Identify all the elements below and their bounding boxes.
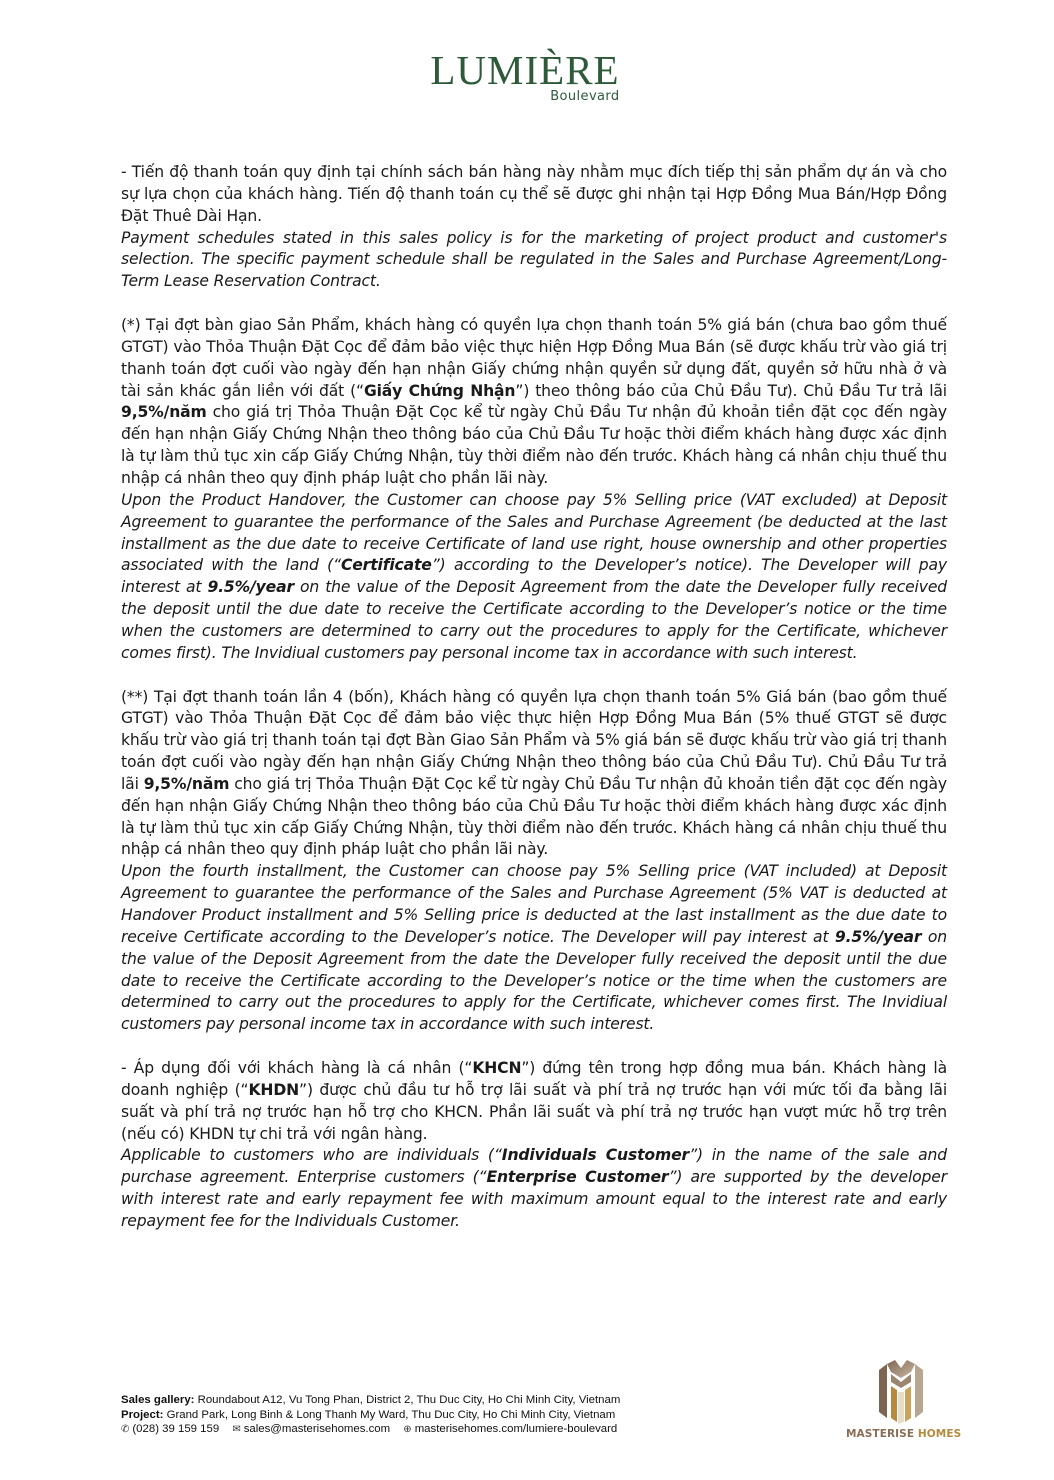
brand-name-part1: MASTERISE xyxy=(846,1428,915,1440)
customer-type-note-en xyxy=(121,1145,947,1232)
website-url: masterisehomes.com/lumiere-boulevard xyxy=(414,1423,618,1435)
text-segment: ”) are supported by the developer with interest rate and early repayment fee with maximum amount equal to the interest rate and early repayment fee for the Individuals Customer. xyxy=(121,1168,947,1230)
masterise-emblem-icon xyxy=(877,1360,925,1424)
masterise-homes-logo xyxy=(846,1360,962,1440)
phone-number: (028) 39 159 159 xyxy=(132,1423,220,1435)
project-label: Project: xyxy=(121,1408,164,1421)
fourth-installment-note-vn xyxy=(121,687,947,862)
payment-schedule-note-en: Payment schedules stated in this sales policy is for the marketing of project product and customer's selection. The specific payment schedule shall be regulated in the Sales and Purchase Agreement/Long-Term Lease Reservation Contract. xyxy=(121,228,947,291)
contact-line xyxy=(121,1422,627,1438)
text-segment: ”) according to the Developer’s notice). The Developer will pay interest at xyxy=(121,556,947,597)
phone-icon: ✆ xyxy=(121,1424,130,1435)
mail-icon: ✉ xyxy=(232,1424,241,1435)
text-segment: Applicable to customers who are individuals (“ xyxy=(121,1146,502,1165)
brand-name xyxy=(846,1428,962,1440)
payment-schedule-note-vn: - Tiến độ thanh toán quy định tại chính sách bán hàng này nhằm mục đích tiếp thị sản phẩm dự án và cho sự lựa chọn của khách hàng. Tiến độ thanh toán cụ thể sẽ được ghi nhận tại Hợp Đồng Mua Bán/Hợp Đồng Đặt Thuê Dài Hạn. xyxy=(121,163,947,225)
logo-subtitle: Boulevard xyxy=(550,89,620,104)
text-segment: cho giá trị Thỏa Thuận Đặt Cọc kể từ ngày Chủ Đầu Tư nhận đủ khoản tiền đặt cọc đến ngày đến hạn nhận Giấy Chứng Nhận theo thông báo của Chủ Đầu Tư hoặc thời điểm khách hàng được xác định là tự làm thủ tục xin cấp Giấy Chứng Nhận, tùy thời điểm nào đến trước. Khách hàng cá nhân chịu thuế thu nhập cá nhân theo quy định pháp luật cho phần lãi này. xyxy=(121,774,947,859)
text-segment: ”) đứng tên trong hợp đồng mua bán. Khách hàng là doanh nghiệp (“ xyxy=(121,1059,947,1099)
bold-rate: 9.5%/year xyxy=(834,927,922,946)
text-segment: on the value of the Deposit Agreement from the date the Developer fully received the deposit until the due date to receive the Certificate according to the Developer’s notice or the time when the customers are determined to carry out the procedures to apply for the Certificate, whichever comes first. The Invidiual customers pay personal income tax in accordance with such interest. xyxy=(121,927,948,1034)
text-segment: ”) được chủ đầu tư hỗ trợ lãi suất và phí trả nợ trước hạn với mức tối đa bằng lãi suất và phí trả nợ trước hạn hỗ trợ cho KHCN. Phần lãi suất và phí trả nợ trước hạn vượt mức hỗ trợ trên (nếu có) KHDN tự chi trả với ngân hàng. xyxy=(121,1080,947,1143)
phone-contact[interactable] xyxy=(121,1423,219,1435)
customer-type-note-vn xyxy=(121,1058,947,1145)
bold-term: Enterprise Customer xyxy=(486,1168,669,1187)
fourth-installment-note-en xyxy=(121,861,947,1036)
document-body xyxy=(121,162,947,1233)
lumiere-logo xyxy=(0,48,1054,105)
project-line xyxy=(121,1408,627,1423)
sales-gallery-label: Sales gallery: xyxy=(121,1394,195,1406)
sales-gallery-address: Roundabout A12, Vu Tong Phan, District 2, Thu Duc City, Ho Chi Minh City, Vietnam xyxy=(194,1394,621,1406)
text-segment: Upon the Product Handover, the Customer can choose pay 5% Selling price (VAT excluded) at Deposit Agreement to guarantee the performance of the Sales and Purchase Agreement (be deducted at the last installment as the due date to receive Certificate of land use right, house ownership and other properties associated with the land (“ xyxy=(121,490,947,575)
text-segment: ”) in the name of the sale and purchase agreement. Enterprise customers (“ xyxy=(121,1146,947,1187)
bold-rate: 9.5%/year xyxy=(207,578,294,597)
text-segment: (*) Tại đợt bàn giao Sản Phẩm, khách hàng có quyền lựa chọn thanh toán 5% giá bán (chưa bao gồm thuế GTGT) vào Thỏa Thuận Đặt Cọc để đảm bảo việc thực hiện Hợp Đồng Mua Bán (sẽ được khấu trừ vào giá trị thanh toán đợt cuối vào ngày đến hạn nhận Giấy chứng nhận quyền sử dụng đất, quyền sở hữu nhà ở và tài sản khác gắn liền với đất (“ xyxy=(121,316,947,400)
email-contact[interactable] xyxy=(232,1423,390,1435)
text-segment: - Áp dụng đối với khách hàng là cá nhân (“ xyxy=(121,1059,473,1078)
bold-term: Giấy Chứng Nhận xyxy=(363,381,516,400)
text-segment: on the value of the Deposit Agreement from the date the Developer fully received the deposit until the due date to receive the Certificate according to the Developer’s notice or the time when the customers are determined to carry out the procedures to apply for the Certificate, whichever comes first). The Invidiual customers pay personal income tax in accordance with such interest. xyxy=(121,578,948,662)
text-segment: cho giá trị Thỏa Thuận Đặt Cọc kể từ ngày Chủ Đầu Tư nhận đủ khoản tiền đặt cọc đến ngày đến hạn nhận Giấy Chứng Nhận theo thông báo của Chủ Đầu Tư hoặc thời điểm khách hàng được xác định là tự làm thủ tục xin cấp Giấy Chứng Nhận, tùy thời điểm nào đến trước. Khách hàng cá nhân chịu thuế thu nhập cá nhân theo quy định pháp luật cho phần lãi này. xyxy=(121,403,947,487)
text-segment: Upon the fourth installment, the Customer can choose pay 5% Selling price (VAT included) at Deposit Agreement to guarantee the performance of the Sales and Purchase Agreement (5% VAT is deducted at Handover Product installment and 5% Selling price is deducted at the last installment as the due date to receive Certificate according to the Developer’s notice. The Developer will pay interest at xyxy=(121,862,947,946)
project-address: Grand Park, Long Binh & Long Thanh My Ward, Thu Duc City, Ho Chi Minh City, Vietnam xyxy=(163,1408,616,1421)
text-segment: (**) Tại đợt thanh toán lần 4 (bốn), Khách hàng có quyền lựa chọn thanh toán 5% Giá bán (bao gồm thuế GTGT) vào Thỏa Thuận Đặt Cọc để đảm bảo việc thực hiện Hợp Đồng Mua Bán (5% thuế GTGT sẽ được khấu trừ vào giá trị thanh toán tại đợt Bàn Giao Sản Phẩm và 5% giá bán sẽ được khấu trừ vào giá trị thanh toán đợt cuối vào ngày đến hạn nhận Giấy Chứng Nhận theo thông báo của Chủ Đầu Tư). Chủ Đầu Tư trả lãi xyxy=(121,687,947,793)
bold-term: Certificate xyxy=(340,556,432,575)
bold-term: Individuals Customer xyxy=(501,1146,690,1165)
handover-deposit-note-en xyxy=(121,490,947,665)
text-segment: ”) theo thông báo của Chủ Đầu Tư). Chủ Đầu Tư trả lãi xyxy=(515,381,947,400)
logo-title: LUMIÈRE xyxy=(430,47,620,93)
brand-name-part2: HOMES xyxy=(914,1428,962,1440)
globe-icon: ⊕ xyxy=(403,1424,412,1435)
handover-deposit-note-vn xyxy=(121,315,947,490)
email-address: sales@masterisehomes.com xyxy=(243,1423,391,1435)
footer-contact xyxy=(121,1393,627,1438)
bold-rate: 9,5%/năm xyxy=(143,774,230,793)
bold-term: KHCN xyxy=(472,1059,522,1078)
website-contact[interactable] xyxy=(403,1423,617,1435)
sales-gallery-line xyxy=(121,1393,627,1408)
bold-rate: 9,5%/năm xyxy=(121,403,207,422)
bold-term: KHDN xyxy=(248,1080,300,1099)
